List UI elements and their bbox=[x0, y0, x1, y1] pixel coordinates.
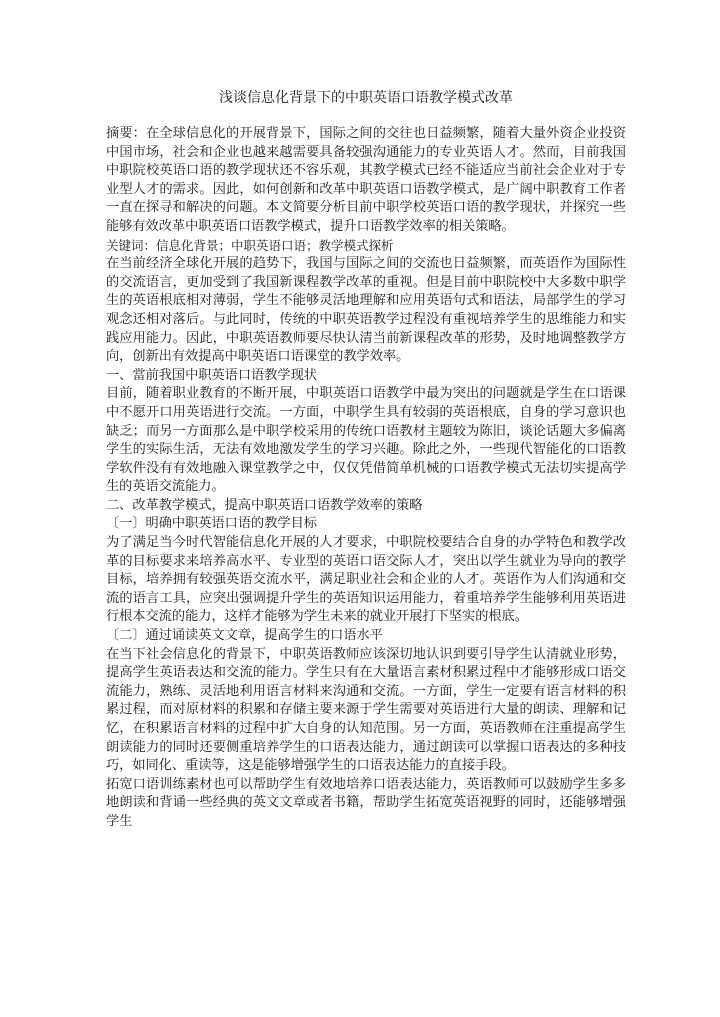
subsection-heading-1: 〔一〕明确中职英语口语的教学目标 bbox=[106, 516, 317, 532]
document-page bbox=[106, 88, 626, 832]
section-heading-1: 一、當前我国中职英语口语教学现状 bbox=[106, 367, 317, 383]
section-1-paragraph: 目前，随着职业教育的不断开展，中职英语口语教学中最为突出的问题就是学生在口语课中不愿开口用英语进行交流。一方面，中职学生具有较弱的英语根底，自身的学习意识也缺乏；而另一方面那么是中职学校采用的传统口语教材主题较为陈旧，谈论话题大多偏离学生的实际生活，无法有效地激发学生的学习兴趣。除此之外，一些现代智能化的口语教学软件没有有效地融入课堂教学之中，仅仅凭借简单机械的口语教学模式无法切实提高学生的英语交流能力。 bbox=[106, 386, 626, 495]
subsection-2-paragraph: 在当下社会信息化的背景下，中职英语教师应该深切地认识到要引导学生认清就业形势，提高学生英语表达和交流的能力。学生只有在大量语言素材积累过程中才能够形成口语交流能力，熟练、灵活地利用语言材料来沟通和交流。一方面，学生一定要有语言材料的积累过程，而对原材料的积累和存储主要来源于学生需要对英语进行大量的朗读、理解和记忆，在积累语言材料的过程中扩大自身的认知范围。另一方面，英语教师在注重提高学生朗读能力的同时还要侧重培养学生的口语表达能力，通过朗读可以掌握口语表达的多种技巧，如同化、重读等，这是能够增强学生的口语表达能力的直接手段。 bbox=[106, 646, 626, 774]
section-heading-2: 二、改革教学模式，提高中职英语口语教学效率的策略 bbox=[106, 497, 423, 513]
keywords-line: 关键词：信息化背景；中职英语口语；教学模式探析 bbox=[106, 237, 394, 253]
document-title: 浅谈信息化背景下的中职英语口语教学模式改革 bbox=[219, 90, 513, 106]
abstract-paragraph: 摘要：在全球信息化的开展背景下，国际之间的交往也日益频繁，随着大量外资企业投资中国市场，社会和企业也越来越需要具备较强沟通能力的专业英语人才。然而，目前我国中职院校英语口语的教学现状还不容乐观，其教学模式已经不能适应当前社会企业对于专业型人才的需求。因此，如何创新和改革中职英语口语教学模式，是广阔中职教育工作者一直在探寻和解决的问题。本文简要分析目前中职学校英语口语的教学现状，并探究一些能够有效改革中职英语口语教学模式，提升口语教学效率的相关策略。 bbox=[106, 126, 626, 234]
subsection-heading-2: 〔二〕通过诵读英文文章，提高学生的口语水平 bbox=[106, 628, 383, 644]
intro-paragraph: 在当前经济全球化开展的趋势下，我国与国际之间的交流也日益频繁，而英语作为国际性的交流语言，更加受到了我国新课程教学改革的重视。但是目前中职院校中大多数中职学生的英语根底相对薄弱，学生不能够灵活地理解和应用英语句式和语法，局部学生的学习观念还相对落后。与此同时，传统的中职英语教学过程没有重视培养学生的思维能力和实践应用能力。因此，中职英语教师要尽快认清当前新课程改革的形势，及时地调整教学方向，创新出有效提高中职英语口语课堂的教学效率。 bbox=[106, 256, 626, 365]
subsection-1-paragraph: 为了满足当今时代智能信息化开展的人才要求，中职院校要结合自身的办学特色和教学改革的目标要求来培养高水平、专业型的英语口语交际人才，突出以学生就业为导向的教学目标，培养拥有较强英语交流水平，满足职业社会和企业的人才。英语作为人们沟通和交流的语言工具，应突出强调提升学生的英语知识运用能力，着重培养学生能够利用英语进行根本交流的能力，这样才能够为学生未来的就业开展打下坚实的根底。 bbox=[106, 535, 626, 625]
tail-paragraph: 拓宽口语训练素材也可以帮助学生有效地培养口语表达能力，英语教师可以鼓励学生多多地朗读和背诵一些经典的英文文章或者书籍，帮助学生拓宽英语视野的同时，还能够增强学生 bbox=[106, 776, 626, 829]
